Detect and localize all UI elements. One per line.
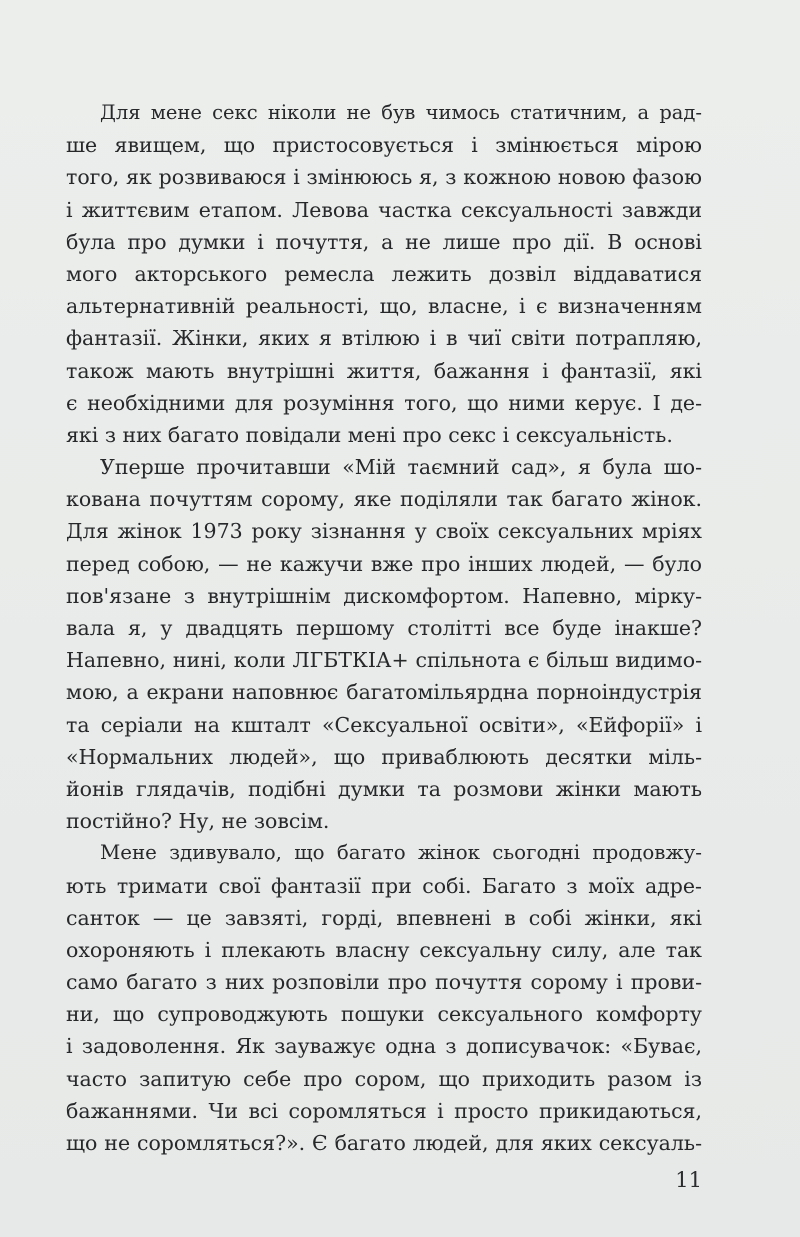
text-line: і задоволення. Як зауважує одна з дописувачок: «Буває, [66,1034,702,1059]
text-line: мою, а екрани наповнює багатомільярдна порноіндустрія [66,680,702,705]
text-line: альтернативній реальності, що, власне, і є визначенням [66,294,702,319]
page-number: 11 [675,1168,702,1192]
body-text [66,97,702,1159]
text-line: того, як розвиваюся і змінююсь я, з кожною новою фазою [66,165,702,190]
text-line: Уперше прочитавши «Мій таємний сад», я була шо- [100,455,702,480]
text-line: «Нормальних людей», що приваблюють десятки міль- [66,744,702,769]
text-line: Для мене секс ніколи не був чимось статичним, а рад- [100,101,702,124]
text-line: кована почуттям сорому, яке поділяли так багато жінок. [66,487,702,512]
text-line: Напевно, нині, коли ЛГБТКІА+ спільнота є більш видимо- [66,648,702,673]
text-line: часто запитую себе про сором, що приходить разом із [66,1066,702,1091]
text-line: постійно? Ну, не зовсім. [66,809,330,834]
text-line: перед собою, — не кажучи вже про інших людей, — було [66,551,702,576]
text-line: вала я, у двадцять першому столітті все буде інакше? [66,616,702,640]
text-line: також мають внутрішні життя, бажання і фантазії, які [66,358,702,383]
text-line: є необхідними для розуміння того, що ними керує. І де- [66,390,702,415]
text-line: пов'язане з внутрішнім дискомфортом. Напевно, мірку- [66,583,702,608]
text-line: і життєвим етапом. Левова частка сексуальності завжди [66,197,702,222]
text-line: що не соромляться?». Є багато людей, для яких сексуаль- [66,1131,702,1155]
text-line: санток — це завзяті, горді, впевнені в собі жінки, які [66,905,702,930]
text-line: ють тримати свої фантазії при собі. Багато з моїх адре- [66,873,702,898]
text-line: охороняють і плекають власну сексуальну силу, але так [66,937,702,962]
text-line: само багато з них розповіли про почуття сорому і прови- [66,970,702,995]
text-line: Для жінок 1973 року зізнання у своїх сексуальних мріях [66,519,702,544]
text-line: бажаннями. Чи всі соромляться і просто прикидаються, [66,1098,702,1123]
text-line: мого акторського ремесла лежить дозвіл віддаватися [66,261,702,286]
text-line: які з них багато повідали мені про секс і сексуальність. [66,422,673,447]
text-line: та серіали на кшталт «Сексуальної освіти», «Ейфорії» і [66,712,702,737]
text-line: ше явищем, що пристосовується і змінюється мірою [66,133,702,158]
text-line: йонів глядачів, подібні думки та розмови жінки мають [66,776,702,801]
text-line: фантазії. Жінки, яких я втілюю і в чиї світи потрапляю, [66,326,702,351]
text-line: була про думки і почуття, а не лише про дії. В основі [66,229,702,254]
text-line: ни, що супроводжують пошуки сексуального комфорту [66,1002,702,1027]
text-line: Мене здивувало, що багато жінок сьогодні продовжу- [100,841,702,865]
